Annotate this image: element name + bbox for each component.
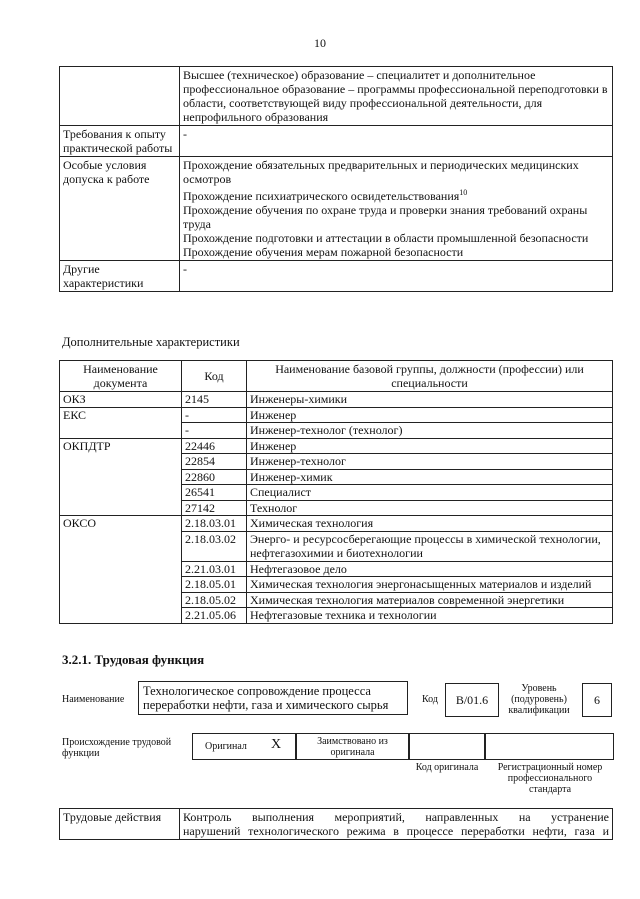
function-heading: 3.2.1. Трудовая функция bbox=[62, 652, 205, 667]
code-original-caption: Код оригинала bbox=[415, 762, 479, 773]
name-cell: Энерго- и ресурсосберегающие процессы в химической технологии, нефтегазохимии и биотехнологии bbox=[247, 531, 613, 561]
function-code-box: В/01.6 bbox=[445, 683, 499, 717]
code-cell: 2.21.05.06 bbox=[182, 608, 247, 624]
table-row bbox=[60, 67, 613, 126]
name-cell: Специалист bbox=[247, 485, 613, 501]
footnote-mark: 10 bbox=[459, 188, 468, 197]
condition-line: Прохождение обучения мерам пожарной безопасности bbox=[183, 245, 464, 259]
borrowed-label: Заимствовано из оригинала bbox=[317, 736, 388, 758]
table-row bbox=[60, 157, 613, 261]
original-label: Оригинал bbox=[205, 741, 247, 752]
row-value: Высшее (техническое) образование – специалитет и дополнительное профессиональное образование – программы профессиональной переподготовки в области, соответствующей виду профессиональной деятельности, для непрофильного образования bbox=[180, 67, 613, 126]
labor-actions-table bbox=[59, 808, 613, 840]
table-row bbox=[60, 126, 613, 157]
code-cell: 2.18.03.01 bbox=[182, 516, 247, 532]
action-line: нарушений технологического режима в процессе переработки нефти, газа и bbox=[183, 824, 609, 838]
name-label: Наименование bbox=[62, 694, 125, 705]
additional-characteristics-table bbox=[59, 360, 613, 624]
table-row bbox=[60, 261, 613, 292]
condition-line: Прохождение обязательных предварительных и периодических медицинских осмотров bbox=[183, 158, 579, 186]
code-cell: 22446 bbox=[182, 438, 247, 454]
table-header-row bbox=[60, 361, 613, 392]
name-cell: Химическая технология bbox=[247, 516, 613, 532]
doc-cell: ОКПДТР bbox=[60, 438, 182, 516]
code-cell: 2.21.03.01 bbox=[182, 561, 247, 577]
name-cell: Инженеры-химики bbox=[247, 392, 613, 408]
table-row bbox=[60, 438, 613, 454]
name-cell: Инженер-химик bbox=[247, 469, 613, 485]
code-cell: 26541 bbox=[182, 485, 247, 501]
row-value bbox=[180, 157, 613, 261]
level-label: Уровень (подуровень) квалификации bbox=[508, 683, 570, 716]
code-label: Код bbox=[422, 694, 438, 705]
row-value: - bbox=[180, 261, 613, 292]
name-cell: Инженер bbox=[247, 407, 613, 423]
actions-label: Трудовые действия bbox=[60, 809, 180, 840]
table-row bbox=[60, 392, 613, 408]
row-value: - bbox=[180, 126, 613, 157]
doc-cell: ОКЗ bbox=[60, 392, 182, 408]
original-box bbox=[192, 733, 297, 760]
table-row bbox=[60, 516, 613, 532]
name-cell: Нефтегазовые техника и технологии bbox=[247, 608, 613, 624]
condition-line: Прохождение психиатрического освидетельствования$^{10}$ bbox=[183, 188, 468, 203]
row-label bbox=[60, 67, 180, 126]
column-header: Наименование документа bbox=[60, 361, 182, 392]
code-cell: - bbox=[182, 407, 247, 423]
additional-characteristics-title: Дополнительные характеристики bbox=[62, 335, 240, 349]
code-cell: 27142 bbox=[182, 500, 247, 516]
table-row bbox=[60, 407, 613, 423]
requirements-table bbox=[59, 66, 613, 292]
row-label: Особые условия допуска к работе bbox=[60, 157, 180, 261]
code-cell: 2.18.05.01 bbox=[182, 577, 247, 593]
code-cell: 2.18.05.02 bbox=[182, 592, 247, 608]
row-label: Другие характеристики bbox=[60, 261, 180, 292]
row-label: Требования к опыту практической работы bbox=[60, 126, 180, 157]
code-cell: - bbox=[182, 423, 247, 439]
code-cell: 2.18.03.02 bbox=[182, 531, 247, 561]
reg-number-box bbox=[484, 733, 614, 760]
reg-number-caption: Регистрационный номер профессионального стандарта bbox=[497, 762, 603, 795]
column-header: Код bbox=[182, 361, 247, 392]
name-cell: Инженер-технолог bbox=[247, 454, 613, 470]
origin-label: Происхождение трудовой функции bbox=[62, 737, 172, 759]
code-cell: 22860 bbox=[182, 469, 247, 485]
code-cell: 2145 bbox=[182, 392, 247, 408]
actions-value bbox=[180, 809, 613, 840]
page-number: 10 bbox=[314, 36, 326, 50]
name-cell: Химическая технология энергонасыщенных материалов и изделий bbox=[247, 577, 613, 593]
borrowed-box bbox=[295, 733, 410, 760]
doc-cell: ЕКС bbox=[60, 407, 182, 438]
function-name-box: Технологическое сопровождение процесса переработки нефти, газа и химического сырья bbox=[138, 681, 408, 715]
name-cell: Инженер bbox=[247, 438, 613, 454]
name-cell: Технолог bbox=[247, 500, 613, 516]
code-original-box bbox=[408, 733, 486, 760]
level-box: 6 bbox=[582, 683, 612, 717]
column-header: Наименование базовой группы, должности (профессии) или специальности bbox=[247, 361, 613, 392]
doc-cell: ОКСО bbox=[60, 516, 182, 624]
original-mark: X bbox=[271, 737, 282, 752]
action-line: Контроль выполнения мероприятий, направленных на устранение bbox=[183, 810, 609, 824]
condition-line: Прохождение обучения по охране труда и проверки знания требований охраны труда bbox=[183, 203, 588, 231]
table-row bbox=[60, 809, 613, 840]
condition-line: Прохождение подготовки и аттестации в области промышленной безопасности bbox=[183, 231, 589, 245]
name-cell: Нефтегазовое дело bbox=[247, 561, 613, 577]
name-cell: Химическая технология материалов современной энергетики bbox=[247, 592, 613, 608]
code-cell: 22854 bbox=[182, 454, 247, 470]
name-cell: Инженер-технолог (технолог) bbox=[247, 423, 613, 439]
